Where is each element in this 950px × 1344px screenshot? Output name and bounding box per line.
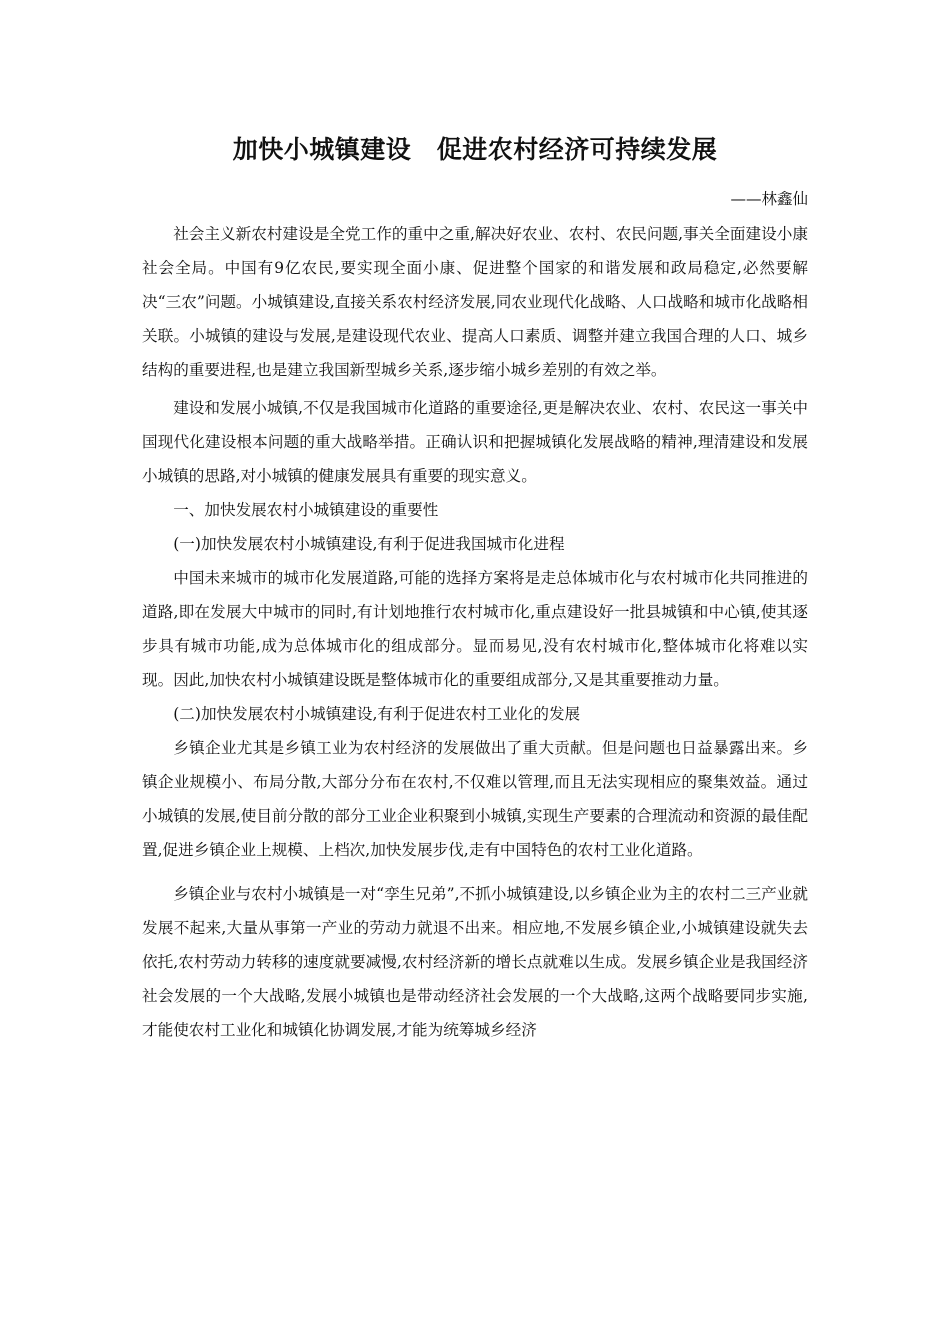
document-title: 加快小城镇建设 促进农村经济可持续发展 bbox=[232, 135, 718, 164]
document-body bbox=[142, 217, 808, 1047]
subsection-heading-1: (一)加快发展农村小城镇建设,有利于促进我国城市化进程 bbox=[173, 535, 565, 553]
paragraph-urbanization: 中国未来城市的城市化发展道路,可能的选择方案将是走总体城市化与农村城市化共同推进的道路,即在发展大中城市的同时,有计划地推行农村城市化,重点建设好一批县城镇和中心镇,使其逐步具有城市功能,成为总体城市化的组成部分。显而易见,没有农村城市化,整体城市化将难以实现。因此,加快农村小城镇建设既是整体城市化的重要组成部分,又是其重要推动力量。 bbox=[142, 569, 808, 689]
subsection-heading-2: (二)加快发展农村小城镇建设,有利于促进农村工业化的发展 bbox=[173, 705, 581, 723]
section-heading-1: 一、加快发展农村小城镇建设的重要性 bbox=[173, 501, 439, 519]
paragraph-strategy: 建设和发展小城镇,不仅是我国城市化道路的重要途径,更是解决农业、农村、农民这一事关中国现代化建设根本问题的重大战略举措。正确认识和把握城镇化发展战略的精神,理清建设和发展小城镇的思路,对小城镇的健康发展具有重要的现实意义。 bbox=[142, 399, 808, 485]
paragraph-township-enterprise: 乡镇企业尤其是乡镇工业为农村经济的发展做出了重大贡献。但是问题也日益暴露出来。乡镇企业规模小、布局分散,大部分分布在农村,不仅难以管理,而且无法实现相应的聚集效益。通过小城镇的发展,使目前分散的部分工业企业积聚到小城镇,实现生产要素的合理流动和资源的最佳配置,促进乡镇企业上规模、上档次,加快发展步伐,走有中国特色的农村工业化道路。 bbox=[142, 739, 808, 859]
paragraph-intro: 社会主义新农村建设是全党工作的重中之重,解决好农业、农村、农民问题,事关全面建设小康社会全局。中国有9亿农民,要实现全面小康、促进整个国家的和谐发展和政局稳定,必然要解决“三农”问题。小城镇建设,直接关系农村经济发展,同农业现代化战略、人口战略和城市化战略相关联。小城镇的建设与发展,是建设现代农业、提高人口素质、调整并建立我国合理的人口、城乡结构的重要进程,也是建立我国新型城乡关系,逐步缩小城乡差别的有效之举。 bbox=[142, 225, 808, 379]
author-line: ——林鑫仙 bbox=[730, 190, 808, 208]
paragraph-twin-brothers: 乡镇企业与农村小城镇是一对“孪生兄弟”,不抓小城镇建设,以乡镇企业为主的农村二三产业就发展不起来,大量从事第一产业的劳动力就退不出来。相应地,不发展乡镇企业,小城镇建设就失去依托,农村劳动力转移的速度就要减慢,农村经济新的增长点就难以生成。发展乡镇企业是我国经济社会发展的一个大战略,发展小城镇也是带动经济社会发展的一个大战略,这两个战略要同步实施,才能使农村工业化和城镇化协调发展,才能为统筹城乡经济 bbox=[142, 885, 808, 1039]
